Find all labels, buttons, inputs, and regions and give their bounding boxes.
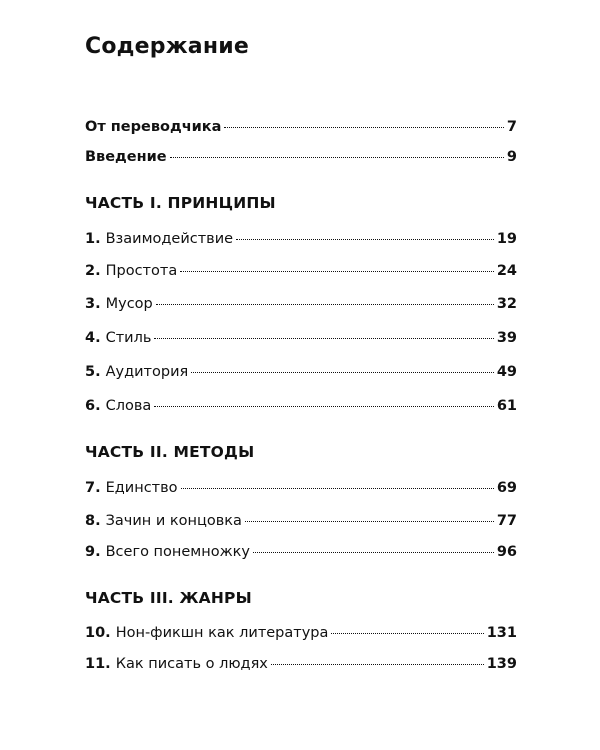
chapter-number: 1. (85, 231, 101, 247)
toc-entry-chapter-9[interactable] (85, 543, 517, 561)
leader-dots (271, 664, 484, 665)
leader-dots (331, 633, 483, 634)
toc-entry-chapter-1[interactable] (85, 230, 517, 248)
leader-dots (191, 372, 494, 373)
entry-label: Слова (105, 398, 152, 414)
page-number: 139 (486, 656, 517, 672)
leader-dots (236, 239, 494, 240)
page-title: Содержание (85, 34, 249, 59)
entry-label: Как писать о людях (115, 656, 268, 672)
entry-label: Зачин и концовка (105, 513, 242, 529)
entry-label: Всего понемножку (105, 544, 250, 560)
toc-entry-chapter-4[interactable] (85, 329, 517, 347)
entry-label: Аудитория (105, 364, 189, 380)
leader-dots (245, 521, 494, 522)
entry-label: Введение (85, 149, 167, 165)
part-heading-3: ЧАСТЬ III. ЖАНРЫ (85, 589, 252, 607)
chapter-number: 2. (85, 263, 101, 279)
page-number: 39 (496, 330, 517, 346)
page-number: 69 (496, 480, 517, 496)
part-heading-2: ЧАСТЬ II. МЕТОДЫ (85, 443, 255, 461)
chapter-number: 8. (85, 513, 101, 529)
entry-label: От переводчика (85, 119, 222, 135)
entry-label: Нон-фикшн как литература (115, 625, 329, 641)
leader-dots (253, 552, 494, 553)
entry-label: Простота (105, 263, 178, 279)
chapter-number: 3. (85, 296, 101, 312)
page-number: 96 (496, 544, 517, 560)
toc-entry-chapter-6[interactable] (85, 397, 517, 415)
toc-entry-chapter-3[interactable] (85, 295, 517, 313)
page-number: 131 (486, 625, 517, 641)
chapter-number: 7. (85, 480, 101, 496)
page-number: 19 (496, 231, 517, 247)
page-number: 7 (506, 119, 517, 135)
toc-entry-chapter-5[interactable] (85, 363, 517, 381)
toc-entry-chapter-2[interactable] (85, 262, 517, 280)
leader-dots (181, 488, 494, 489)
toc-entry-chapter-8[interactable] (85, 512, 517, 530)
leader-dots (180, 271, 494, 272)
entry-label: Мусор (105, 296, 153, 312)
leader-dots (154, 338, 493, 339)
toc-entry-chapter-10[interactable] (85, 624, 517, 642)
chapter-number: 4. (85, 330, 101, 346)
leader-dots (224, 127, 503, 128)
chapter-number: 6. (85, 398, 101, 414)
entry-label: Взаимодействие (105, 231, 234, 247)
entry-label: Единство (105, 480, 178, 496)
page-number: 24 (496, 263, 517, 279)
page-number: 32 (496, 296, 517, 312)
part-heading-1: ЧАСТЬ I. ПРИНЦИПЫ (85, 194, 276, 212)
toc-entry-chapter-7[interactable] (85, 479, 517, 497)
chapter-number: 11. (85, 656, 111, 672)
leader-dots (156, 304, 494, 305)
leader-dots (154, 406, 494, 407)
leader-dots (170, 157, 504, 158)
toc-entry-chapter-11[interactable] (85, 655, 517, 673)
chapter-number: 5. (85, 364, 101, 380)
toc-entry-introduction[interactable] (85, 148, 517, 166)
chapter-number: 9. (85, 544, 101, 560)
chapter-number: 10. (85, 625, 111, 641)
page-number: 77 (496, 513, 517, 529)
toc-entry-translator-note[interactable] (85, 118, 517, 136)
page-number: 61 (496, 398, 517, 414)
entry-label: Стиль (105, 330, 152, 346)
page-number: 9 (506, 149, 517, 165)
page-number: 49 (496, 364, 517, 380)
